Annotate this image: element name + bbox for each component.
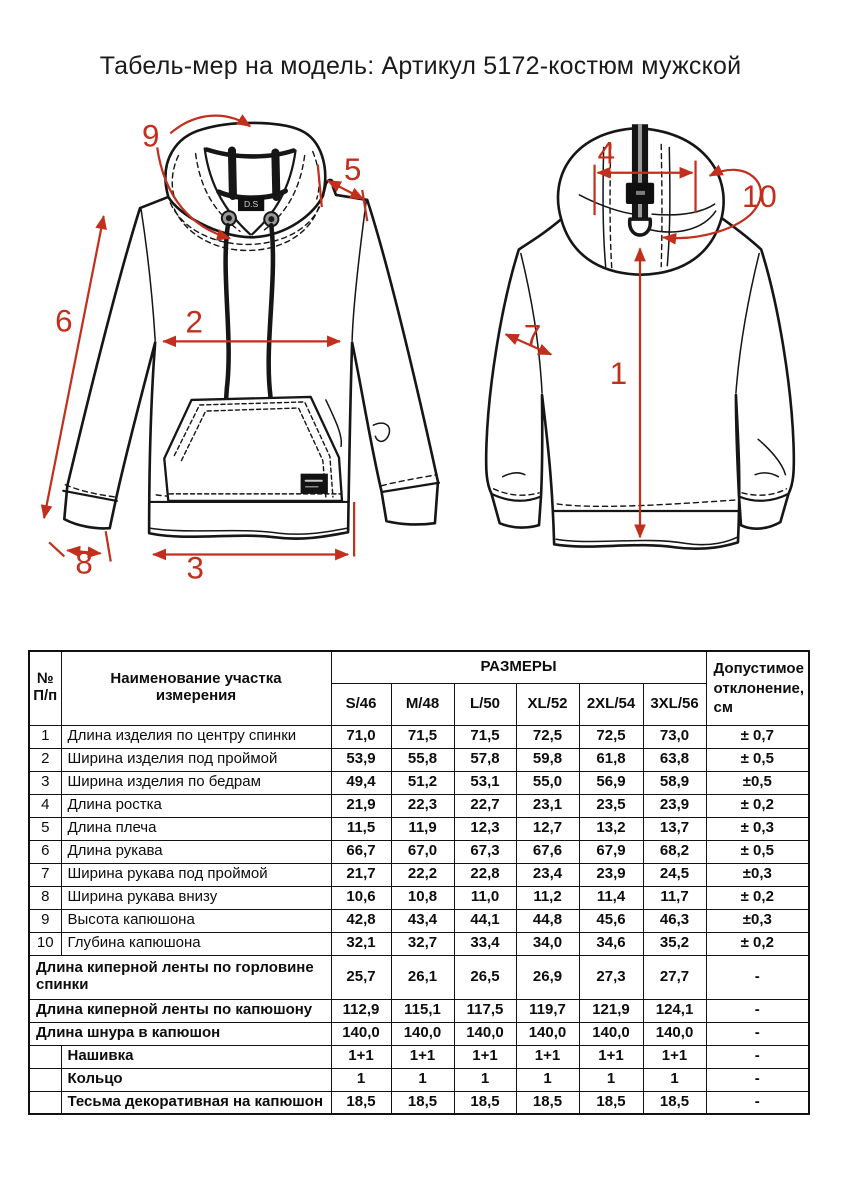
row-label-cell: Кольцо (61, 1068, 331, 1091)
size-value-cell: 121,9 (579, 999, 643, 1022)
size-value-cell: 22,8 (454, 863, 516, 886)
row-num-cell: 4 (29, 794, 61, 817)
row-label-cell: Ширина рукава внизу (61, 886, 331, 909)
size-value-cell: 140,0 (516, 1022, 579, 1045)
size-value-cell: 140,0 (454, 1022, 516, 1045)
size-value-cell: 32,7 (391, 932, 454, 955)
size-value-cell: 11,2 (516, 886, 579, 909)
size-value-cell: 13,7 (643, 817, 706, 840)
size-value-cell: 22,3 (391, 794, 454, 817)
header-name-cell (61, 651, 331, 725)
header-size-3xl: 3XL/56 (643, 683, 706, 725)
size-value-cell: 57,8 (454, 748, 516, 771)
row-label-cell: Нашивка (61, 1045, 331, 1068)
row-num-cell: 6 (29, 840, 61, 863)
hood-brand-tag-text: D.S (243, 199, 259, 210)
row-num-cell: 3 (29, 771, 61, 794)
table-row (29, 1068, 809, 1091)
size-value-cell: 1+1 (391, 1045, 454, 1068)
size-value-cell: 18,5 (391, 1091, 454, 1114)
measure-label-10: 10 (742, 179, 777, 215)
size-value-cell: 23,1 (516, 794, 579, 817)
row-label-cell: Длина рукава (61, 840, 331, 863)
size-value-cell: 53,9 (331, 748, 391, 771)
table-row (29, 1045, 809, 1068)
size-value-cell: 67,6 (516, 840, 579, 863)
tolerance-cell: - (706, 955, 809, 999)
measure-label-6: 6 (55, 303, 73, 339)
size-value-cell: 140,0 (391, 1022, 454, 1045)
measure-label-5: 5 (344, 151, 362, 187)
size-value-cell: 140,0 (331, 1022, 391, 1045)
size-value-cell: 140,0 (643, 1022, 706, 1045)
size-value-cell: 26,9 (516, 955, 579, 999)
tolerance-cell: - (706, 1022, 809, 1045)
row-num-cell: 9 (29, 909, 61, 932)
table-row (29, 909, 809, 932)
tolerance-cell: - (706, 999, 809, 1022)
table-row (29, 748, 809, 771)
size-value-cell: 112,9 (331, 999, 391, 1022)
size-value-cell: 1+1 (579, 1045, 643, 1068)
size-value-cell: 33,4 (454, 932, 516, 955)
size-value-cell: 1 (516, 1068, 579, 1091)
size-value-cell: 72,5 (516, 725, 579, 748)
size-value-cell: 55,0 (516, 771, 579, 794)
size-value-cell: 66,7 (331, 840, 391, 863)
table-row (29, 771, 809, 794)
header-num-cell (29, 651, 61, 725)
size-value-cell: 56,9 (579, 771, 643, 794)
row-num-cell: 8 (29, 886, 61, 909)
header-sizes-cell: РАЗМЕРЫ (331, 651, 706, 683)
size-value-cell: 12,3 (454, 817, 516, 840)
back-view-svg (438, 100, 841, 610)
header-name-line1: Наименование участка (110, 670, 282, 688)
size-value-cell: 44,8 (516, 909, 579, 932)
row-num-cell: 7 (29, 863, 61, 886)
table-row (29, 725, 809, 748)
tolerance-cell: ± 0,2 (706, 886, 809, 909)
size-value-cell: 21,9 (331, 794, 391, 817)
row-num-cell (29, 1068, 61, 1091)
measurement-table (28, 650, 810, 1115)
size-value-cell: 58,9 (643, 771, 706, 794)
size-value-cell: 32,1 (331, 932, 391, 955)
size-value-cell: 18,5 (516, 1091, 579, 1114)
row-label-cell: Тесьма декоративная на капюшон (61, 1091, 331, 1114)
tolerance-cell: ± 0,7 (706, 725, 809, 748)
size-value-cell: 11,7 (643, 886, 706, 909)
size-value-cell: 18,5 (579, 1091, 643, 1114)
size-value-cell: 73,0 (643, 725, 706, 748)
size-value-cell: 49,4 (331, 771, 391, 794)
size-value-cell: 67,3 (454, 840, 516, 863)
header-size-xl: XL/52 (516, 683, 579, 725)
tolerance-cell: ± 0,5 (706, 840, 809, 863)
row-label-cell: Ширина изделия под проймой (61, 748, 331, 771)
hood-ring (630, 219, 651, 235)
size-value-cell: 43,4 (391, 909, 454, 932)
size-value-cell: 1 (391, 1068, 454, 1091)
table-row (29, 999, 809, 1022)
measure-label-3: 3 (186, 550, 204, 586)
row-num-cell: 5 (29, 817, 61, 840)
size-value-cell: 1+1 (516, 1045, 579, 1068)
measure-tick (49, 542, 64, 556)
size-value-cell: 71,5 (454, 725, 516, 748)
size-value-cell: 59,8 (516, 748, 579, 771)
size-value-cell: 46,3 (643, 909, 706, 932)
table-row (29, 955, 809, 999)
tolerance-cell: ± 0,3 (706, 817, 809, 840)
size-value-cell: 10,6 (331, 886, 391, 909)
size-value-cell: 44,1 (454, 909, 516, 932)
row-label-cell: Ширина рукава под проймой (61, 863, 331, 886)
tolerance-cell: ± 0,2 (706, 794, 809, 817)
size-value-cell: 18,5 (643, 1091, 706, 1114)
size-value-cell: 45,6 (579, 909, 643, 932)
tolerance-cell: ± 0,5 (706, 748, 809, 771)
size-value-cell: 22,7 (454, 794, 516, 817)
size-value-cell: 26,1 (391, 955, 454, 999)
tolerance-cell: ±0,5 (706, 771, 809, 794)
measure-label-9: 9 (142, 118, 160, 154)
measure-label-4: 4 (597, 135, 615, 171)
size-value-cell: 11,5 (331, 817, 391, 840)
size-value-cell: 55,8 (391, 748, 454, 771)
size-value-cell: 10,8 (391, 886, 454, 909)
size-value-cell: 23,9 (579, 863, 643, 886)
size-value-cell: 124,1 (643, 999, 706, 1022)
size-value-cell: 71,5 (391, 725, 454, 748)
front-view-svg (26, 100, 452, 610)
size-value-cell: 27,3 (579, 955, 643, 999)
pocket-label (301, 474, 328, 494)
header-name-line2: измерения (155, 687, 237, 705)
size-value-cell: 51,2 (391, 771, 454, 794)
header-num-line1: № (36, 670, 54, 688)
size-value-cell: 68,2 (643, 840, 706, 863)
size-value-cell: 119,7 (516, 999, 579, 1022)
size-value-cell: 67,9 (579, 840, 643, 863)
measure-label-7: 7 (523, 318, 542, 354)
size-value-cell: 26,5 (454, 955, 516, 999)
table-row (29, 794, 809, 817)
size-value-cell: 24,5 (643, 863, 706, 886)
row-num-cell (29, 1045, 61, 1068)
table-row (29, 886, 809, 909)
row-num-cell: 1 (29, 725, 61, 748)
header-num-line2: П/п (33, 687, 58, 705)
size-value-cell: 22,2 (391, 863, 454, 886)
size-value-cell: 1 (643, 1068, 706, 1091)
size-value-cell: 21,7 (331, 863, 391, 886)
size-value-cell: 1 (454, 1068, 516, 1091)
size-value-cell: 42,8 (331, 909, 391, 932)
row-label-cell: Глубина капюшона (61, 932, 331, 955)
row-num-cell (29, 1091, 61, 1114)
size-value-cell: 1+1 (454, 1045, 516, 1068)
tolerance-cell: ±0,3 (706, 863, 809, 886)
front-view-figure (26, 100, 452, 610)
hood-tape-left (232, 150, 233, 195)
row-num-cell: 10 (29, 932, 61, 955)
size-value-cell: 11,9 (391, 817, 454, 840)
tolerance-cell: - (706, 1068, 809, 1091)
size-value-cell: 117,5 (454, 999, 516, 1022)
row-label-cell: Длина изделия по центру спинки (61, 725, 331, 748)
size-value-cell: 25,7 (331, 955, 391, 999)
tolerance-cell: - (706, 1091, 809, 1114)
row-label-cell: Высота капюшона (61, 909, 331, 932)
size-value-cell: 140,0 (579, 1022, 643, 1045)
size-value-cell: 27,7 (643, 955, 706, 999)
tolerance-cell: - (706, 1045, 809, 1068)
tolerance-cell: ± 0,2 (706, 932, 809, 955)
row-label-cell: Длина плеча (61, 817, 331, 840)
size-value-cell: 1+1 (643, 1045, 706, 1068)
row-label-cell: Длина ростка (61, 794, 331, 817)
row-num-cell: 2 (29, 748, 61, 771)
size-value-cell: 53,1 (454, 771, 516, 794)
size-value-cell: 23,4 (516, 863, 579, 886)
table-row (29, 932, 809, 955)
size-value-cell: 115,1 (391, 999, 454, 1022)
size-value-cell: 23,9 (643, 794, 706, 817)
row-label-cell: Длина киперной ленты по капюшону (29, 999, 331, 1022)
hood-tape-right (275, 153, 276, 197)
header-size-s: S/46 (331, 683, 391, 725)
row-label-cell: Длина киперной ленты по горловине спинки (29, 955, 331, 999)
table-row (29, 1091, 809, 1114)
header-size-2xl: 2XL/54 (579, 683, 643, 725)
page-title: Табель-мер на модель: Артикул 5172-костюм мужской (99, 52, 742, 80)
size-value-cell: 72,5 (579, 725, 643, 748)
size-value-cell: 11,4 (579, 886, 643, 909)
measure-label-8: 8 (75, 545, 93, 581)
back-view-figure (438, 100, 841, 610)
front-hoodie-drawing (63, 123, 439, 539)
measure-label-2: 2 (185, 304, 203, 340)
size-value-cell: 23,5 (579, 794, 643, 817)
tolerance-cell: ±0,3 (706, 909, 809, 932)
size-value-cell: 35,2 (643, 932, 706, 955)
size-value-cell: 34,0 (516, 932, 579, 955)
size-value-cell: 71,0 (331, 725, 391, 748)
header-size-m: M/48 (391, 683, 454, 725)
size-value-cell: 61,8 (579, 748, 643, 771)
row-label-cell: Длина шнура в капюшон (29, 1022, 331, 1045)
size-value-cell: 34,6 (579, 932, 643, 955)
table-row (29, 1022, 809, 1045)
size-value-cell: 11,0 (454, 886, 516, 909)
table-header-row-1 (29, 651, 809, 683)
size-value-cell: 18,5 (454, 1091, 516, 1114)
size-value-cell: 18,5 (331, 1091, 391, 1114)
size-value-cell: 63,8 (643, 748, 706, 771)
size-value-cell: 13,2 (579, 817, 643, 840)
size-value-cell: 1+1 (331, 1045, 391, 1068)
size-value-cell: 67,0 (391, 840, 454, 863)
size-value-cell: 1 (579, 1068, 643, 1091)
row-label-cell: Ширина изделия по бедрам (61, 771, 331, 794)
table-row (29, 817, 809, 840)
size-value-cell: 1 (331, 1068, 391, 1091)
table-row (29, 863, 809, 886)
table-row (29, 840, 809, 863)
header-tolerance-cell: Допустимое отклонение, см (706, 651, 809, 725)
measure-tick (106, 531, 111, 561)
size-value-cell: 12,7 (516, 817, 579, 840)
header-size-l: L/50 (454, 683, 516, 725)
measure-label-1: 1 (609, 355, 628, 391)
